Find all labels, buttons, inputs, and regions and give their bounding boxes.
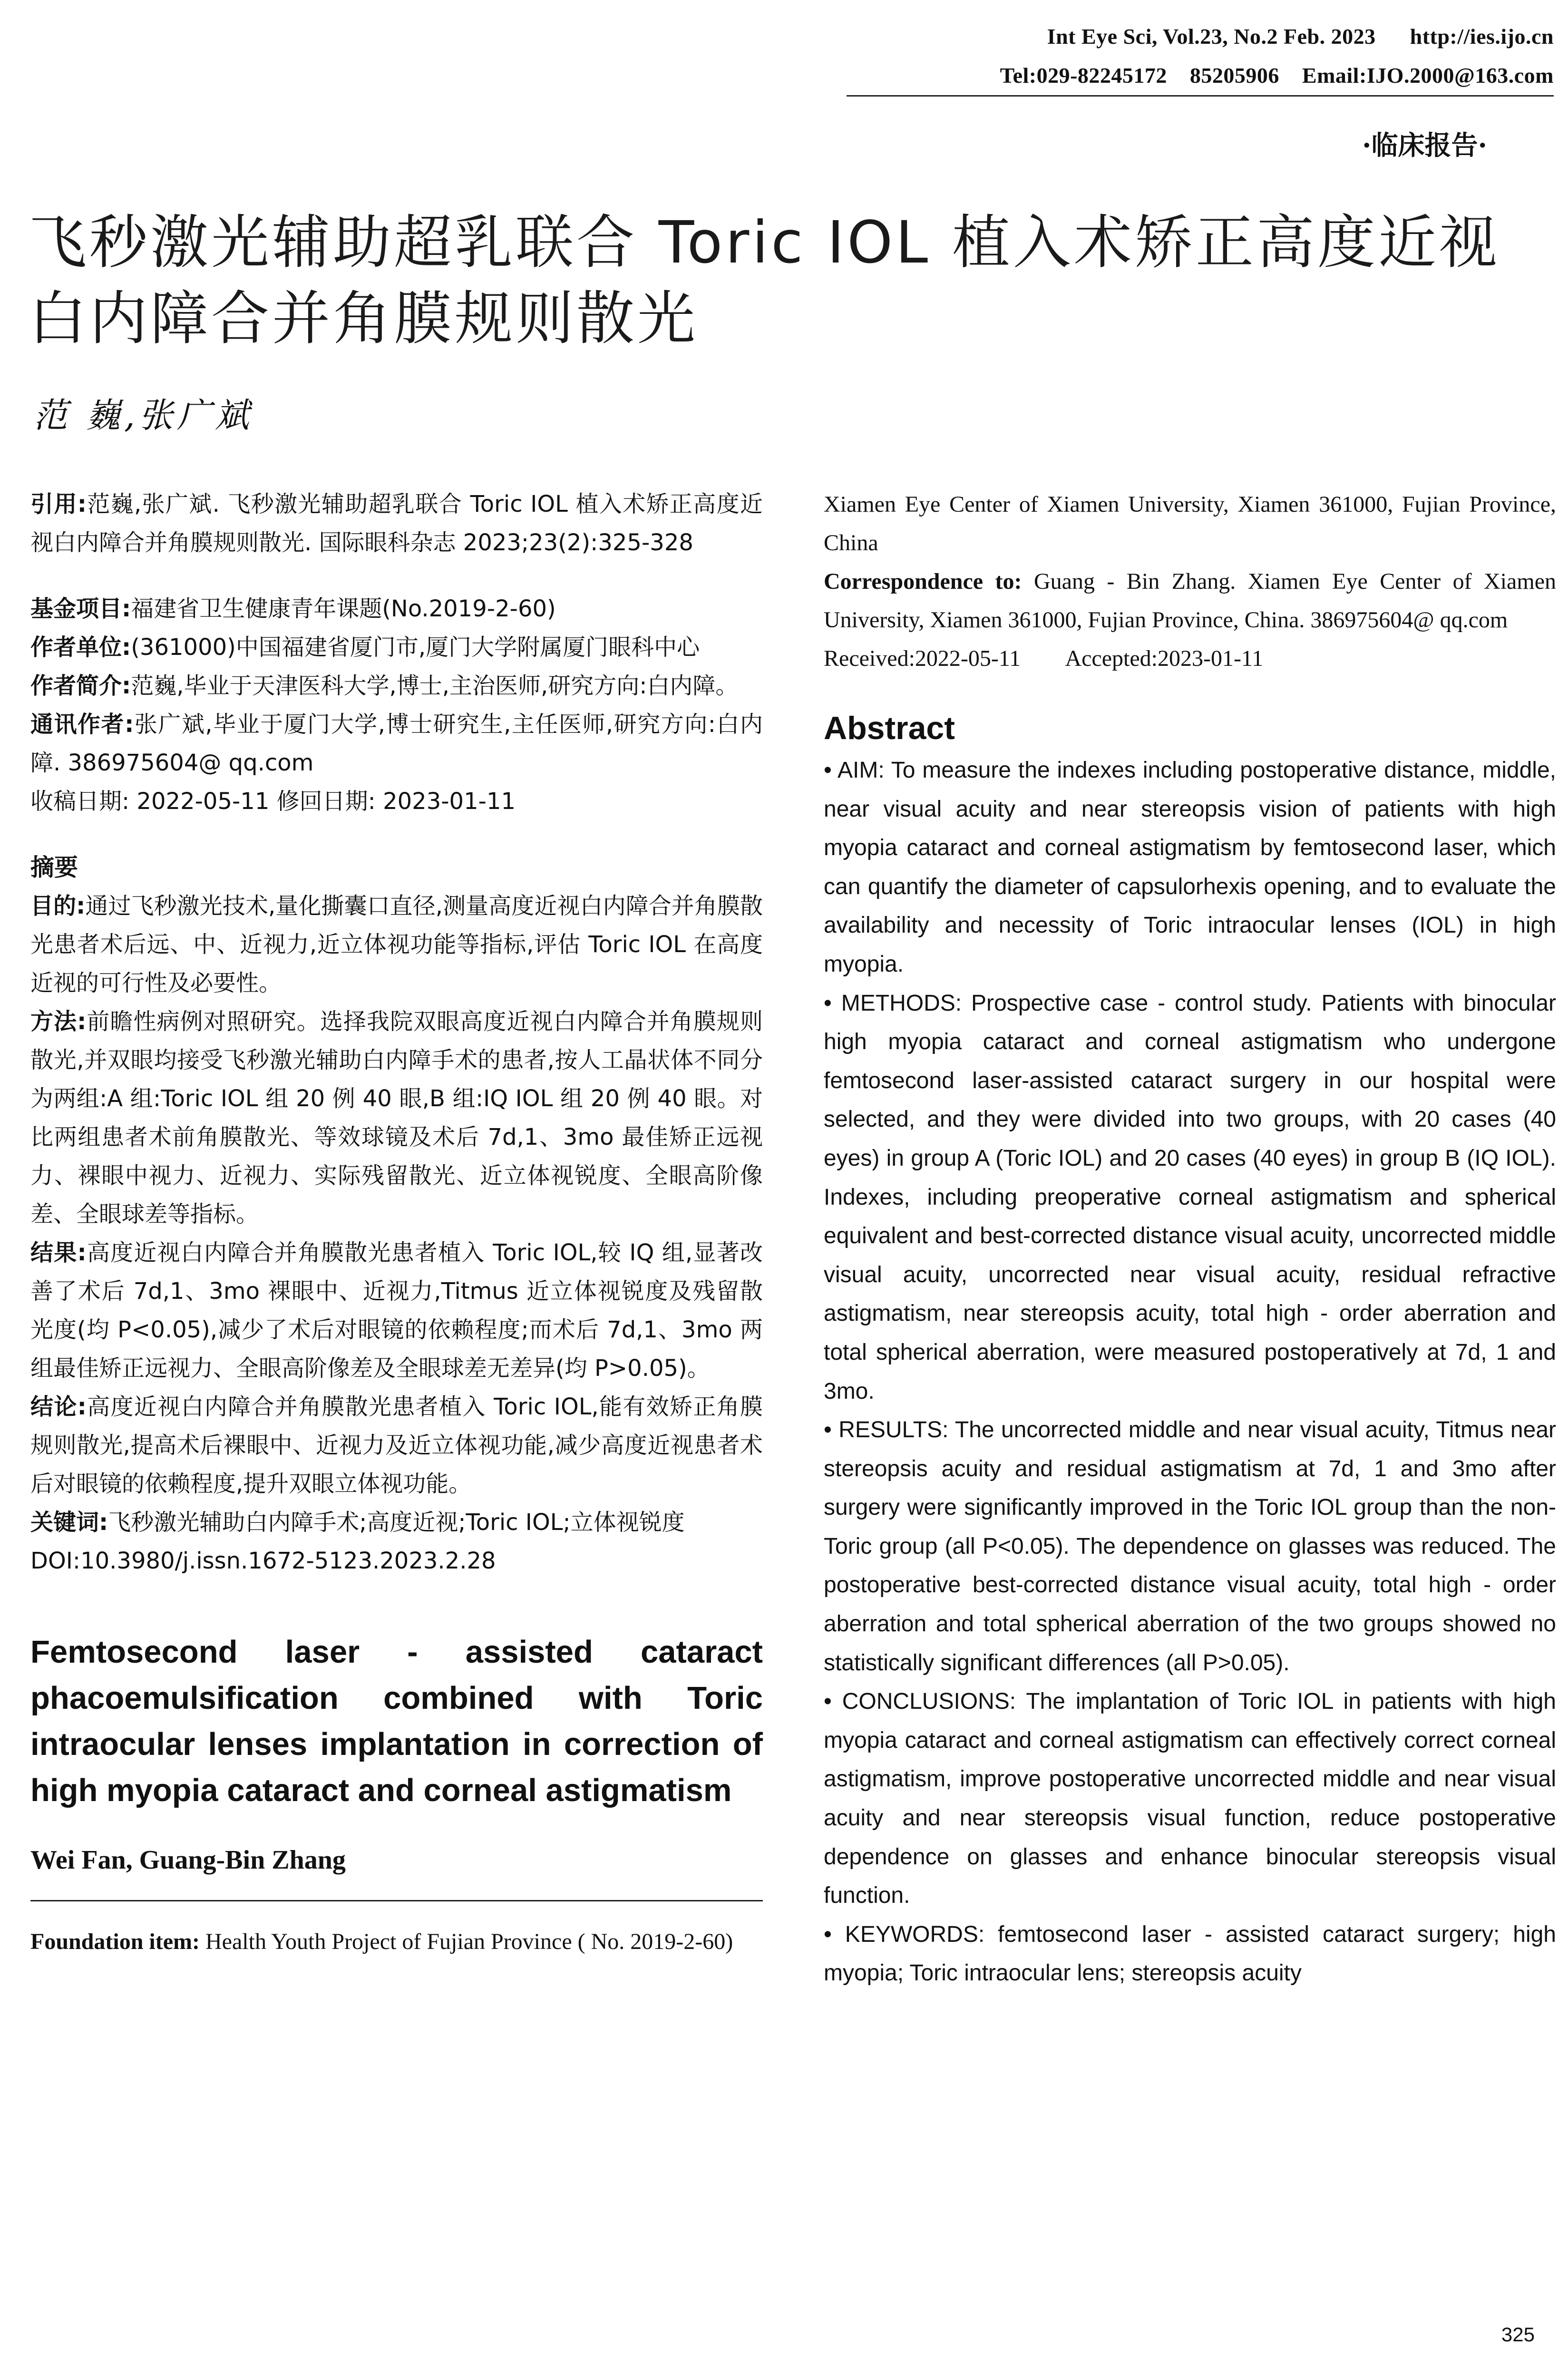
abstract-cn-aim	[30, 887, 763, 1003]
abstract-label: • METHODS:	[824, 990, 962, 1016]
info-text: 福建省卫生健康青年课题(No.2019-2-60)	[131, 595, 556, 622]
abstract-label: 结论:	[30, 1393, 87, 1420]
foundation-text: Health Youth Project of Fujian Province ( No. 2019-2-60)	[200, 1929, 733, 1954]
info-corresponding	[30, 705, 763, 782]
abstract-text: The implantation of Toric IOL in patients with high myopia cataract and corneal astigmatism can effectively correct corneal astigmatism, improve postoperative uncorrected middle and near visual acuity and near stereopsis visual function, reduce postoperative dependence on glasses and enhance binocular stereopsis visual function.	[824, 1689, 1556, 1909]
doi: DOI:10.3980/j.issn.1672-5123.2023.2.28	[30, 1548, 496, 1574]
abstract-text: 高度近视白内障合并角膜散光患者植入 Toric IOL,能有效矫正角膜规则散光,提高术后裸眼中、近视力及近立体视功能,减少高度近视患者术后对眼镜的依赖程度,提升双眼立体视功能。	[30, 1393, 763, 1497]
info-text: 张广斌,毕业于厦门大学,博士研究生,主任医师,研究方向:白内障. 386975604@ qq.com	[30, 711, 763, 776]
abstract-en-results	[824, 1411, 1556, 1682]
authors-en: Wei Fan, Guang-Bin Zhang	[30, 1845, 346, 1875]
citation-text: 范巍,张广斌. 飞秒激光辅助超乳联合 Toric IOL 植入术矫正高度近视白内障合并角膜规则散光. 国际眼科杂志 2023;23(2):325-328	[30, 491, 763, 556]
abstract-text: Prospective case - control study. Patients with binocular high myopia cataract and corneal astigmatism who undergone femtosecond laser-assisted cataract surgery in our hospital were selected, and they were divided into two groups, with 20 cases (40 eyes) in group A (Toric IOL) and 20 cases (40 eyes) in group B (IQ IOL). Indexes, including preoperative corneal astigmatism and spherical equivalent and best-corrected distance visual acuity, uncorrected middle visual acuity, uncorrected near visual acuity, residual refractive astigmatism, near stereopsis acuity, total high - order aberration and total spherical aberration, were measured postoperatively at 7d, 1 and 3mo.	[824, 990, 1556, 1404]
abstract-en-methods	[824, 984, 1556, 1411]
citation	[30, 485, 763, 562]
header-divider	[847, 95, 1554, 97]
authors-cn: 范 巍,张广斌	[33, 395, 253, 435]
journal-header-line1: Int Eye Sci, Vol.23, No.2 Feb. 2023 http://ies.ijo.cn	[1047, 24, 1554, 49]
abstract-cn-keywords	[30, 1503, 763, 1542]
abstract-label: • KEYWORDS:	[824, 1921, 985, 1947]
abstract-cn-methods	[30, 1003, 763, 1234]
abstract-text: To measure the indexes including postoperative distance, middle, near visual acuity and near stereopsis vision of patients with high myopia cataract and corneal astigmatism by femtosecond laser, which can quantify the diameter of capsulorhexis opening, and to evaluate the availability and necessity of Toric intraocular lenses (IOL) in high myopia.	[824, 758, 1556, 977]
abstract-label: • CONCLUSIONS:	[824, 1689, 1016, 1715]
article-title-cn: 飞秒激光辅助超乳联合 Toric IOL 植入术矫正高度近视白内障合并角膜规则散光	[29, 209, 1500, 352]
correspondence-text: Guang - Bin Zhang. Xiamen Eye Center of Xiamen University, Xiamen 361000, Fujian Province, China. 386975604@ qq.com	[824, 569, 1556, 633]
abstract-text: 飞秒激光辅助白内障手术;高度近视;Toric IOL;立体视锐度	[108, 1509, 685, 1536]
info-text: 范巍,毕业于天津医科大学,博士,主治医师,研究方向:白内障。	[131, 672, 739, 699]
dates-en: Received:2022-05-11 Accepted:2023-01-11	[824, 646, 1264, 671]
foundation-label: Foundation item:	[30, 1929, 200, 1954]
affiliation-en: Xiamen Eye Center of Xiamen University, Xiamen 361000, Fujian Province, China	[824, 492, 1556, 555]
abstract-cn-results	[30, 1234, 763, 1388]
info-label: 通讯作者:	[30, 711, 134, 738]
abstract-label: 方法:	[30, 1008, 87, 1035]
correspondence-en	[824, 562, 1556, 639]
right-column	[824, 485, 1556, 1993]
info-label: 基金项目:	[30, 595, 131, 622]
journal-header-line2: Tel:029-82245172 85205906 Email:IJO.2000@163.com	[1000, 63, 1554, 88]
abstract-en-aim	[824, 751, 1556, 984]
abstract-label: 关键词:	[30, 1509, 108, 1536]
section-tag: ·临床报告·	[1362, 130, 1487, 161]
info-affiliation	[30, 628, 763, 667]
abstract-cn-conclusion	[30, 1388, 763, 1503]
page-number: 325	[1501, 2323, 1535, 2346]
abstract-text: The uncorrected middle and near visual acuity, Titmus near stereopsis acuity and residual astigmatism at 7d, 1 and 3mo after surgery were significantly improved in the Toric IOL group than the non-Toric group (all P<0.05). The dependence on glasses was reduced. The postoperative best-corrected distance visual acuity, total high - order aberration and total spherical aberration of the two groups showed no statistically significant differences (all P>0.05).	[824, 1417, 1556, 1676]
abstract-cn-heading: 摘要	[30, 854, 78, 881]
info-bio	[30, 667, 763, 705]
abstract-en-heading: Abstract	[824, 710, 955, 746]
dates-cn: 收稿日期: 2022-05-11 修回日期: 2023-01-11	[30, 788, 516, 815]
left-column	[30, 485, 763, 1961]
correspondence-label: Correspondence to:	[824, 569, 1022, 594]
abstract-label: • AIM:	[824, 758, 885, 783]
info-text: (361000)中国福建省厦门市,厦门大学附属厦门眼科中心	[131, 634, 700, 661]
abstract-text: 高度近视白内障合并角膜散光患者植入 Toric IOL,较 IQ 组,显著改善了术后 7d,1、3mo 裸眼中、近视力,Titmus 近立体视锐度及残留散光度(均 P<0.05),减少了术后对眼镜的依赖程度;而术后 7d,1、3mo 两组最佳矫正远视力、全眼高阶像差及全眼球差无差异(均 P>0.05)。	[30, 1239, 763, 1382]
info-label: 作者单位:	[30, 634, 131, 661]
article-title-en: Femtosecond laser - assisted cataract phacoemulsification combined with Toric intraocular lenses implantation in correction of high myopia cataract and corneal astigmatism	[30, 1634, 763, 1808]
abstract-label: 目的:	[30, 893, 86, 919]
abstract-text: 前瞻性病例对照研究。选择我院双眼高度近视白内障合并角膜规则散光,并双眼均接受飞秒激光辅助白内障手术的患者,按人工晶状体不同分为两组:A 组:Toric IOL 组 20 例 40 眼,B 组:IQ IOL 组 20 例 40 眼。对比两组患者术前角膜散光、等效球镜及术后 7d,1、3mo 最佳矫正远视力、裸眼中视力、近视力、实际残留散光、近立体视锐度、全眼高阶像差、全眼球差等指标。	[30, 1008, 763, 1227]
abstract-en-keywords	[824, 1915, 1556, 1993]
citation-label: 引用:	[30, 491, 87, 517]
abstract-label: • RESULTS:	[824, 1417, 949, 1443]
info-label: 作者简介:	[30, 672, 131, 699]
info-funding	[30, 590, 763, 628]
abstract-en-conclusions	[824, 1682, 1556, 1915]
abstract-text: femtosecond laser - assisted cataract surgery; high myopia; Toric intraocular lens; stereopsis acuity	[824, 1921, 1556, 1986]
foundation-item	[30, 1922, 763, 1961]
abstract-text: 通过飞秒激光技术,量化撕囊口直径,测量高度近视白内障合并角膜散光患者术后远、中、近视力,近立体视功能等指标,评估 Toric IOL 在高度近视的可行性及必要性。	[30, 893, 763, 996]
abstract-label: 结果:	[30, 1239, 87, 1266]
